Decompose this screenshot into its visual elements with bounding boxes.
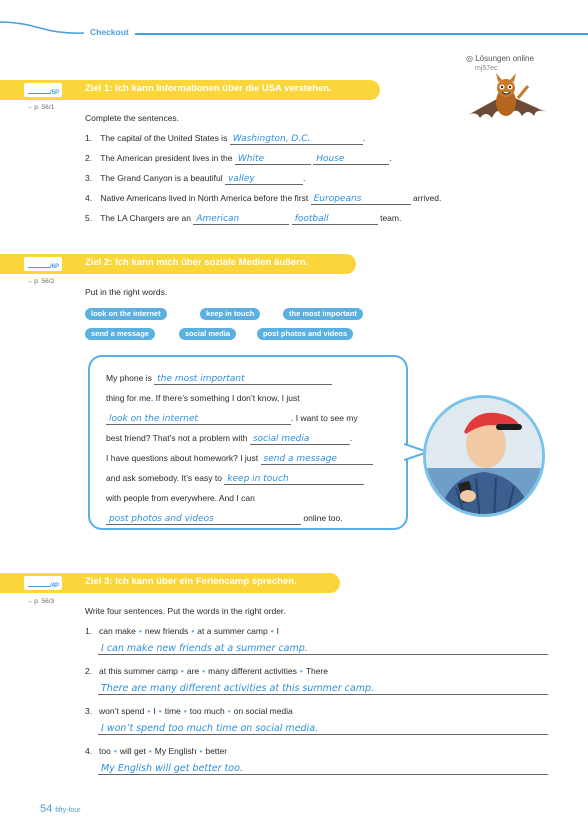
goal-3-item-1-answer[interactable]: I can make new friends at a summer camp. xyxy=(98,643,548,655)
word-chip[interactable]: keep in touch xyxy=(200,308,260,320)
goal-2-title: Ziel 2: Ich kann mich über soziale Medien äußern. xyxy=(85,257,309,268)
item-number: 4. xyxy=(85,746,93,756)
separator-dot: • xyxy=(299,666,303,676)
goal-1-item-3 xyxy=(85,173,305,185)
word-chip[interactable]: look on the internet xyxy=(85,308,167,320)
goal-3-item-4-answer[interactable]: My English will get better too. xyxy=(98,763,548,775)
word: better xyxy=(205,746,228,756)
goal-3-score-suffix: /4P xyxy=(49,583,59,589)
word: many different activities xyxy=(208,666,297,676)
separator-dot: • xyxy=(202,666,206,676)
separator-dot: • xyxy=(158,706,162,716)
separator-dot: • xyxy=(138,626,142,636)
goal-1-banner xyxy=(0,80,380,100)
goal-1-item-4 xyxy=(85,193,441,205)
word: There xyxy=(305,666,329,676)
goal-1-item-2 xyxy=(85,153,392,165)
goal-2-ref: → p. 56/2 xyxy=(26,278,55,285)
bubble-text: and ask somebody. It’s easy to xyxy=(106,473,222,483)
item-number: 4. xyxy=(85,193,93,203)
bubble-text: thing for me. If there’s something I don’t know, I just xyxy=(106,393,300,403)
online-code: mj57ec xyxy=(475,65,498,72)
answer-field[interactable]: Washington, D.C. xyxy=(230,135,363,145)
goal-1-instruction: Complete the sentences. xyxy=(85,113,180,123)
separator-dot: • xyxy=(183,706,187,716)
word: at this summer camp xyxy=(99,666,178,676)
page-number xyxy=(40,803,81,815)
answer-field[interactable]: keep in touch xyxy=(224,475,364,485)
answer-field[interactable]: the most important xyxy=(154,375,332,385)
separator-dot: • xyxy=(148,746,152,756)
word: won’t spend xyxy=(99,706,145,716)
goal-3-item-3-answer[interactable]: I won’t spend too much time on social media. xyxy=(98,723,548,735)
bat-mascot-illustration xyxy=(462,72,550,130)
separator-dot: • xyxy=(227,706,231,716)
goal-3-instruction: Write four sentences. Put the words in the right order. xyxy=(85,606,286,616)
page-number-words: fifty-four xyxy=(55,807,81,814)
word-chip[interactable]: the most important xyxy=(283,308,363,320)
word: are xyxy=(186,666,200,676)
separator-dot: • xyxy=(270,626,274,636)
item-text: The capital of the United States is xyxy=(100,133,228,143)
item-text-after: arrived. xyxy=(413,193,442,203)
bubble-text: with people from everywhere. And I can xyxy=(106,493,255,503)
word-chip[interactable]: post photos and videos xyxy=(257,328,353,340)
bubble-text: . xyxy=(349,433,353,443)
goal-3-item-4-words xyxy=(85,746,227,756)
goal-3-title: Ziel 3: Ich kann über ein Feriencamp sprechen. xyxy=(85,576,297,587)
word: time xyxy=(164,706,181,716)
item-text: The LA Chargers are an xyxy=(100,213,191,223)
goal-3-item-1-words xyxy=(85,626,279,636)
goal-3-item-2-answer[interactable]: There are many different activities at this summer camp. xyxy=(98,683,548,695)
goal-1-item-5 xyxy=(85,213,401,225)
score-blank xyxy=(28,93,50,94)
header-curve xyxy=(0,20,84,40)
item-text-after: . xyxy=(302,173,306,183)
item-number: 1. xyxy=(85,133,93,143)
item-text-after: . xyxy=(362,133,366,143)
item-number: 5. xyxy=(85,213,93,223)
separator-dot: • xyxy=(199,746,203,756)
item-text-after: . xyxy=(389,153,392,163)
item-number: 3. xyxy=(85,173,93,183)
bubble-text: online too. xyxy=(303,513,343,523)
word: new friends xyxy=(144,626,189,636)
online-label: Lösungen online xyxy=(475,54,534,63)
goal-3-score-box[interactable] xyxy=(24,576,62,590)
answer-field[interactable]: American xyxy=(193,215,289,225)
bubble-line-7 xyxy=(106,493,255,503)
word: I xyxy=(153,706,156,716)
answer-field[interactable]: look on the internet xyxy=(106,415,291,425)
item-text: Native Americans lived in North America before the first xyxy=(100,193,309,203)
goal-1-ref: → p. 56/1 xyxy=(26,104,55,111)
boy-with-phone-photo xyxy=(423,395,545,517)
bubble-text: I have questions about homework? I just xyxy=(106,453,259,463)
bubble-line-2 xyxy=(106,393,300,403)
answer-field[interactable]: post photos and videos xyxy=(106,515,301,525)
separator-dot: • xyxy=(147,706,151,716)
goal-1-title: Ziel 1: Ich kann Informationen über die USA verstehen. xyxy=(85,83,332,94)
item-number: 2. xyxy=(85,666,93,676)
score-blank xyxy=(28,586,50,587)
bubble-line-5 xyxy=(106,453,373,465)
item-text: The Grand Canyon is a beautiful xyxy=(100,173,223,183)
item-text: The American president lives in the xyxy=(100,153,233,163)
bubble-text: best friend? That’s not a problem with xyxy=(106,433,248,443)
page-number-digits: 54 xyxy=(40,803,53,815)
score-blank xyxy=(28,267,50,268)
word: I xyxy=(276,626,280,636)
globe-icon: ◎ xyxy=(466,54,473,63)
word-chip[interactable]: social media xyxy=(179,328,236,340)
bubble-line-1 xyxy=(106,373,332,385)
goal-2-score-suffix: /6P xyxy=(49,264,59,270)
item-number: 1. xyxy=(85,626,93,636)
goal-3-item-3-words xyxy=(85,706,293,716)
goal-3-banner xyxy=(0,573,340,593)
item-number: 3. xyxy=(85,706,93,716)
bubble-line-3 xyxy=(106,413,358,425)
page-title: Checkout xyxy=(84,27,135,37)
word: too xyxy=(99,746,111,756)
goal-2-banner xyxy=(0,254,356,274)
goal-1-score-box[interactable] xyxy=(24,83,62,97)
goal-2-score-box[interactable] xyxy=(24,257,62,271)
word-chip[interactable]: send a message xyxy=(85,328,155,340)
word: too much xyxy=(189,706,225,716)
header-rule xyxy=(130,33,588,35)
bubble-text: My phone is xyxy=(106,373,152,383)
answer-field[interactable]: Europeans xyxy=(311,195,411,205)
answer-field[interactable]: House xyxy=(313,155,389,165)
answer-field[interactable]: social media xyxy=(250,435,350,445)
answer-field[interactable]: football xyxy=(292,215,378,225)
answer-field[interactable]: send a message xyxy=(261,455,373,465)
word: at a summer camp xyxy=(197,626,268,636)
word: on social media xyxy=(233,706,293,716)
separator-dot: • xyxy=(191,626,195,636)
item-number: 2. xyxy=(85,153,93,163)
online-solutions[interactable] xyxy=(466,54,534,72)
goal-3-ref: → p. 56/3 xyxy=(26,598,55,605)
goal-1-score-suffix: /5P xyxy=(49,90,59,96)
word: can make xyxy=(99,626,136,636)
goal-1-item-1 xyxy=(85,133,365,145)
answer-field[interactable]: White xyxy=(235,155,311,165)
goal-2-instruction: Put in the right words. xyxy=(85,287,168,297)
separator-dot: • xyxy=(180,666,184,676)
goal-3-item-2-words xyxy=(85,666,328,676)
word: will get xyxy=(119,746,146,756)
bubble-line-4 xyxy=(106,433,352,445)
separator-dot: • xyxy=(113,746,117,756)
word: My English xyxy=(154,746,197,756)
bubble-text: . I want to see my xyxy=(291,413,358,423)
bubble-line-8 xyxy=(106,513,343,525)
item-text-after: team. xyxy=(380,213,402,223)
bubble-line-6 xyxy=(106,473,364,485)
answer-field[interactable]: valley xyxy=(225,175,303,185)
